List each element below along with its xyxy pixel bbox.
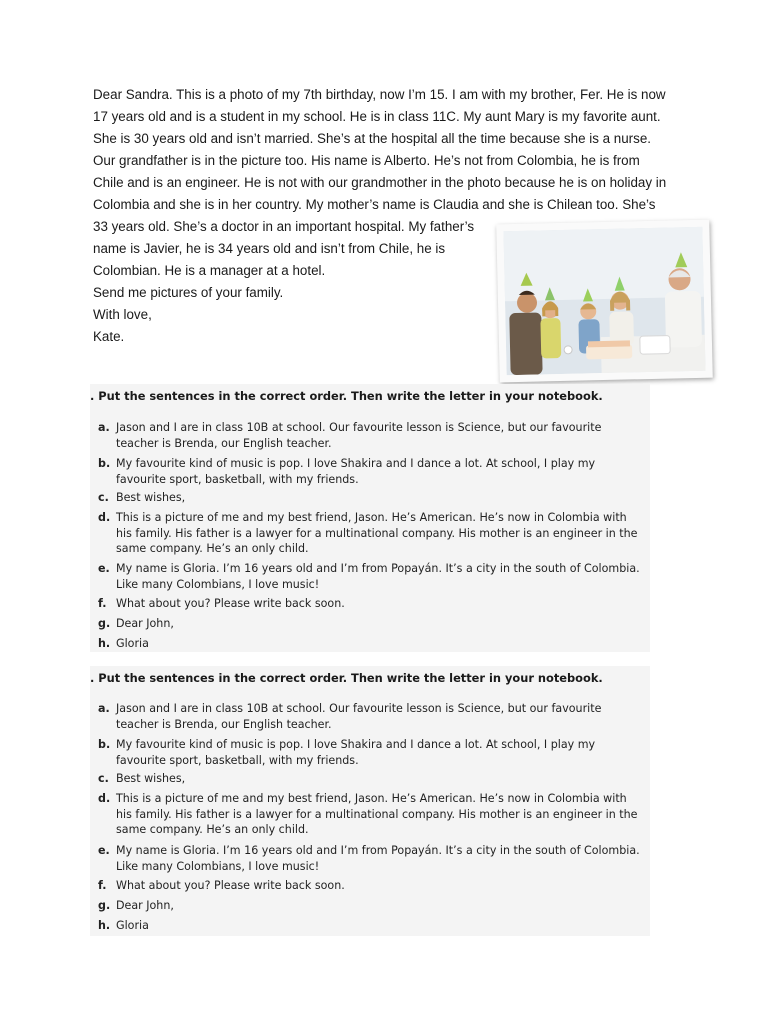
list-item [98,771,643,787]
item-text: Jason and I are in class 10B at school. Our favourite lesson is Science, but our favourite teacher is Brenda, our English teacher. [116,702,602,731]
list-item [98,878,643,894]
item-letter: d. [98,511,111,524]
item-text: Gloria [116,637,149,650]
item-letter: c. [98,772,109,785]
list-item [98,490,643,506]
item-text: My name is Gloria. I’m 16 years old and I’m from Popayán. It’s a city in the south of Colombia. Like many Colombians, I love music! [116,562,640,591]
letter-line: Colombia and she is in her country. My mother’s name is Claudia and she is Chilean too. She’s [93,197,656,212]
item-text: My favourite kind of music is pop. I love Shakira and I dance a lot. At school, I play my favourite sport, basketball, with my friends. [116,457,596,486]
letter-line: Send me pictures of your family. [93,285,284,300]
item-letter: g. [98,899,111,912]
item-letter: b. [98,738,111,751]
item-letter: c. [98,491,109,504]
list-item [98,843,643,874]
item-text: What about you? Please write back soon. [116,597,345,610]
item-letter: d. [98,792,111,805]
item-letter: e. [98,844,110,857]
list-item [98,510,643,557]
item-text: Dear John, [116,899,174,912]
list-item [98,701,643,732]
letter-line: name is Javier, he is 34 years old and isn’t from Chile, he is [93,241,446,256]
letter-line: Kate. [93,329,125,344]
family-birthday-photo [496,220,713,383]
item-text: My name is Gloria. I’m 16 years old and I’m from Popayán. It’s a city in the south of Colombia. Like many Colombians, I love music! [116,844,640,873]
list-item [98,918,643,934]
exercise-2 [90,666,650,936]
item-letter: f. [98,879,107,892]
list-item [98,596,643,612]
item-letter: a. [98,421,110,434]
list-item [98,898,643,914]
letter-line: Dear Sandra. This is a photo of my 7th birthday, now I’m 15. I am with my brother, Fer. He is now [93,87,666,102]
item-text: This is a picture of me and my best friend, Jason. He’s American. He’s now in Colombia with his family. His father is a lawyer for a multinational company. His mother is an engineer in the same company. He’s an only child. [116,792,638,836]
letter-line: With love, [93,307,152,322]
letter-line: Colombian. He is a manager at a hotel. [93,263,326,278]
item-text: Jason and I are in class 10B at school. Our favourite lesson is Science, but our favourite teacher is Brenda, our English teacher. [116,421,602,450]
item-text: My favourite kind of music is pop. I love Shakira and I dance a lot. At school, I play my favourite sport, basketball, with my friends. [116,738,596,767]
item-letter: a. [98,702,110,715]
list-item [98,737,643,768]
item-text: Gloria [116,919,149,932]
item-letter: e. [98,562,110,575]
list-item [98,420,643,451]
list-item [98,616,643,632]
item-letter: f. [98,597,107,610]
list-item [98,791,643,838]
exercise-instruction: . Put the sentences in the correct order. Then write the letter in your notebook. [90,389,603,403]
item-text: Best wishes, [116,772,186,785]
item-letter: h. [98,637,111,650]
item-text: This is a picture of me and my best friend, Jason. He’s American. He’s now in Colombia with his family. His father is a lawyer for a multinational company. His mother is an engineer in the same company. He’s an only child. [116,511,638,555]
exercise-instruction: . Put the sentences in the correct order. Then write the letter in your notebook. [90,671,603,685]
letter-line: 33 years old. She’s a doctor in an important hospital. My father’s [93,219,475,234]
list-item [98,456,643,487]
letter-line: 17 years old and is a student in my school. He is in class 11C. My aunt Mary is my favorite aunt. [93,109,661,124]
item-text: Best wishes, [116,491,186,504]
item-text: Dear John, [116,617,174,630]
letter-line: She is 30 years old and isn’t married. She’s at the hospital all the time because she is a nurse. [93,131,652,146]
exercise-1 [90,384,650,652]
list-item [98,561,643,592]
list-item [98,636,643,652]
letter-line: Our grandfather is in the picture too. His name is Alberto. He’s not from Colombia, he is from [93,153,640,168]
item-letter: g. [98,617,111,630]
letter-line: Chile and is an engineer. He is not with our grandmother in the photo because he is on holiday in [93,175,667,190]
item-letter: h. [98,919,111,932]
item-text: What about you? Please write back soon. [116,879,345,892]
item-letter: b. [98,457,111,470]
